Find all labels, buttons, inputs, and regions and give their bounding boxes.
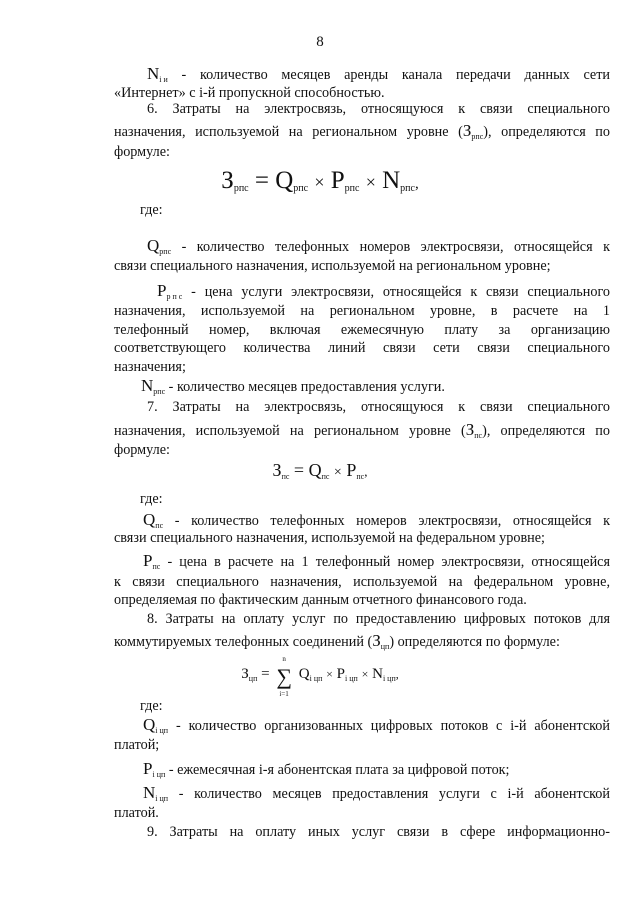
text-line: определяемая по фактическим данным отчетного финансового года.	[114, 592, 527, 608]
formula-3: $З_{цп}$ = n ∑ i=1 $Q_{i цп} \times P_{i цп} \times N_{i цп}$,	[241, 655, 399, 698]
text-line: платой.	[114, 805, 159, 821]
text-line: $P_{пс}$ - цена в расчете на 1 телефонный номер электросвязи, относящейся	[143, 551, 610, 571]
text-line: $Q_{рпс}$ - количество телефонных номеров электросвязи, относящейся к	[147, 236, 610, 256]
text-line: формуле:	[114, 442, 170, 458]
text-line: $P_{р п с}$ - цена услуги электросвязи, относящейся к связи специального	[157, 281, 611, 301]
text-line: $Q_{i цп}$ - количество организованных цифровых потоков с i-й абонентской	[143, 715, 610, 735]
text-line: $Q_{пс}$ - количество телефонных номеров электросвязи, относящейся к	[143, 510, 611, 530]
sum-operator: n ∑ i=1	[276, 655, 292, 698]
text-line: назначения, используемой на региональном уровне, в расчете на 1	[114, 303, 610, 319]
text-line: 8. Затраты на оплату услуг по предоставлению цифровых потоков для	[147, 611, 610, 627]
text-line: $N_{i и}$ - количество месяцев аренды канала передачи данных сети	[147, 64, 610, 89]
text-line: $P_{i цп}$ - ежемесячная i-я абонентская плата за цифровой поток;	[143, 759, 510, 779]
text-line: связи специального назначения, используемой на федеральном уровне;	[114, 530, 545, 546]
text-line: $N_{рпс}$ - количество месяцев предоставления услуги.	[141, 376, 445, 396]
text-line: «Интернет» с i-й пропускной способностью.	[114, 85, 385, 101]
text-line: где:	[140, 202, 163, 218]
text-line: платой;	[114, 737, 160, 753]
text-line: соответствующего количества линий связи сети связи специального	[114, 340, 610, 356]
text-line: $N_{i цп}$ - количество месяцев предоставления услуги с i-й абонентской	[143, 783, 610, 803]
text-line: 7. Затраты на электросвязь, относящуюся к связи специального	[147, 399, 610, 415]
text-line: 6. Затраты на электросвязь, относящуюся к связи специального	[147, 101, 610, 117]
text-line: телефонный номер, включая ежемесячную плату за организацию	[114, 322, 610, 338]
text-line: назначения, используемой на региональном уровне $(З_{рпс})$, определяются по	[114, 121, 610, 141]
text-line: где:	[140, 698, 163, 714]
formula-2: $З_{пс} = Q_{пс} \times P_{пс}$,	[272, 460, 368, 481]
text-line: к связи специального назначения, используемой на федеральном уровне,	[114, 574, 610, 590]
formula-1: $З_{рпс} = Q_{рпс} \times P_{рпс} \times N_{рпс}$,	[221, 167, 419, 194]
symbol: $N_{i и}$	[147, 64, 168, 84]
text-line: где:	[140, 491, 163, 507]
text-line: формуле:	[114, 144, 170, 160]
text-line: назначения;	[114, 359, 186, 375]
text-line: связи специального назначения, используемой на региональном уровне;	[114, 258, 551, 274]
page-number: 8	[316, 34, 324, 50]
text-line: 9. Затраты на оплату иных услуг связи в сфере информационно-	[147, 824, 610, 840]
text-line: назначения, используемой на региональном уровне $(З_{пс})$, определяются по	[114, 420, 610, 440]
text-line: коммутируемых телефонных соединений $(З_{цп})$ определяются по формуле:	[114, 631, 560, 651]
